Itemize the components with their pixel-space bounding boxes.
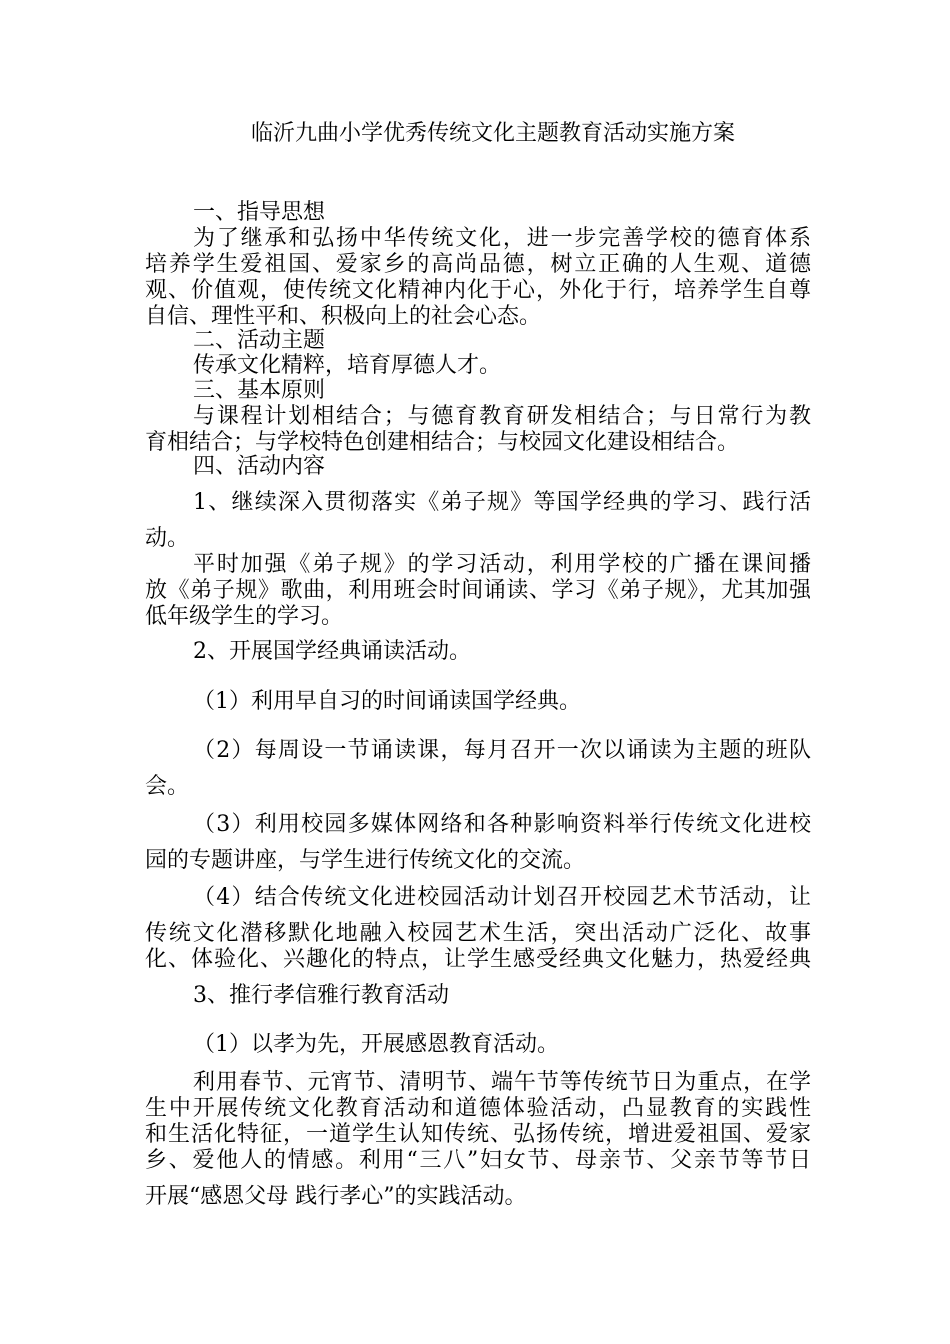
paragraph-line: 放《弟子规》歌曲，利用班会时间诵读、学习《弟子规》，尤其加强 [145, 578, 811, 603]
paragraph-line: 平时加强《弟子规》的学习活动，利用学校的广播在课间播 [193, 552, 811, 577]
list-item: （1）利用早自习的时间诵读国学经典。 [193, 689, 581, 714]
list-item: 3、推行孝信雅行教育活动 [193, 983, 449, 1008]
paragraph-line: 观、价值观，使传统文化精神内化于心，外化于行，培养学生自尊 [145, 278, 811, 303]
heading-activity-theme: 二、活动主题 [193, 328, 326, 353]
paragraph-line: 育相结合；与学校特色创建相结合；与校园文化建设相结合。 [145, 430, 740, 455]
paragraph-line: 自信、理性平和、积极向上的社会心态。 [145, 304, 542, 329]
heading-guiding-ideology: 一、指导思想 [193, 200, 326, 225]
list-item: 1、继续深入贯彻落实《弟子规》等国学经典的学习、践行活 [193, 490, 811, 515]
paragraph-line: 开展“感恩父母 践行孝心”的实践活动。 [145, 1184, 527, 1209]
paragraph-line: 利用春节、元宵节、清明节、端午节等传统节日为重点，在学 [193, 1070, 811, 1095]
paragraph-line: 低年级学生的学习。 [145, 604, 344, 629]
paragraph-line: 乡、爱他人的情感。利用“三八”妇女节、母亲节、父亲节等节日 [145, 1148, 811, 1173]
heading-basic-principles: 三、基本原则 [193, 378, 326, 403]
list-item: （1）以孝为先，开展感恩教育活动。 [193, 1032, 559, 1057]
list-item: （2）每周设一节诵读课，每月召开一次以诵读为主题的班队 [193, 738, 811, 763]
paragraph-line: 传统文化潜移默化地融入校园艺术生活，突出活动广泛化、故事 [145, 921, 811, 946]
paragraph-line: 园的专题讲座，与学生进行传统文化的交流。 [145, 848, 586, 873]
paragraph-line: 会。 [145, 774, 190, 799]
paragraph-line: 化、体验化、兴趣化的特点，让学生感受经典文化魅力，热爱经典 [145, 947, 811, 972]
document-title: 临沂九曲小学优秀传统文化主题教育活动实施方案 [250, 121, 735, 146]
paragraph-line: 与课程计划相结合；与德育教育研发相结合；与日常行为教 [193, 404, 811, 429]
paragraph-line: 为了继承和弘扬中华传统文化，进一步完善学校的德育体系 [193, 226, 811, 251]
paragraph-line: 传承文化精粹，培育厚德人才。 [193, 353, 502, 378]
paragraph-line: 生中开展传统文化教育活动和道德体验活动，凸显教育的实践性 [145, 1096, 811, 1121]
paragraph-line: 动。 [145, 526, 190, 551]
heading-activity-content: 四、活动内容 [193, 454, 326, 479]
paragraph-line: 培养学生爱祖国、爱家乡的高尚品德，树立正确的人生观、道德 [145, 252, 811, 277]
list-item: （3）利用校园多媒体网络和各种影响资料举行传统文化进校 [193, 812, 811, 837]
list-item: （4）结合传统文化进校园活动计划召开校园艺术节活动，让 [193, 885, 811, 910]
list-item: 2、开展国学经典诵读活动。 [193, 639, 471, 664]
paragraph-line: 和生活化特征，一道学生认知传统、弘扬传统，增进爱祖国、爱家 [145, 1122, 811, 1147]
